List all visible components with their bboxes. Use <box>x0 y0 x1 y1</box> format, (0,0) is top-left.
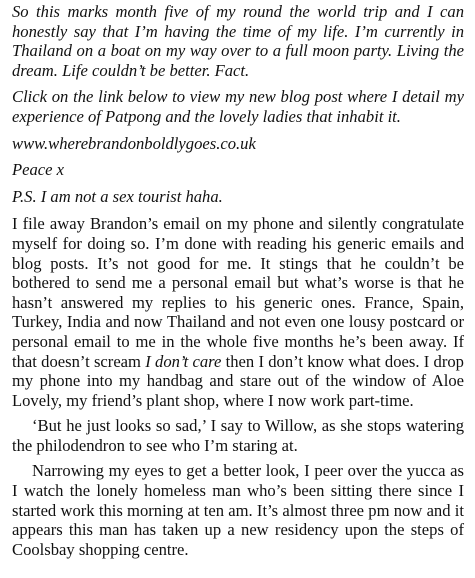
narrative-text-run: then I don’t know what does. I drop my phone into my handbag and stare out of the window of Aloe Lovely, my friend’s plant shop, where I now work part-time. <box>12 351 464 410</box>
narrative-text-run: I file away Brandon’s email on my phone and silently congratulate myself for doing so. I’m done with reading his generic emails and blog posts. It’s not good for me. It stings that he couldn’t be bothered to send me a personal email but what’s worse is that he hasn’t answered my replies to his generic ones. France, Spain, Turkey, India and now Thailand and not even one lousy postcard or personal email to me in the whole five months he’s been away. If that doesn’t scream <box>12 214 464 371</box>
book-page <box>12 2 464 565</box>
email-paragraph: So this marks month five of my round the world trip and I can honestly say that I’m having the time of my life. I’m currently in Thailand on a boat on my way over to a full moon party. Living the dream. Life couldn’t be better. Fact. <box>12 2 464 80</box>
narrative-paragraph: Narrowing my eyes to get a better look, I peer over the yucca as I watch the lonely homeless man who’s been sitting there since I started work this morning at ten am. It’s almost three pm now and it appears this man has taken up a new residency upon the steps of Coolsbay shopping centre. <box>12 461 464 559</box>
narrative-paragraph <box>12 214 464 410</box>
narrative-paragraph: ‘But he just looks so sad,’ I say to Willow, as she stops watering the philodendron to see who I’m staring at. <box>12 416 464 455</box>
narrative-emphasis: I don’t care <box>145 351 222 371</box>
quoted-email <box>12 2 464 206</box>
blog-link: www.wherebrandonboldlygoes.co.uk <box>12 133 256 153</box>
email-paragraph: Click on the link below to view my new blog post where I detail my experience of Patpong and the lovely ladies that inhabit it. <box>12 87 464 126</box>
email-signoff: Peace x <box>12 160 65 180</box>
narrative-text <box>12 214 464 559</box>
email-postscript: P.S. I am not a sex tourist haha. <box>12 186 223 206</box>
